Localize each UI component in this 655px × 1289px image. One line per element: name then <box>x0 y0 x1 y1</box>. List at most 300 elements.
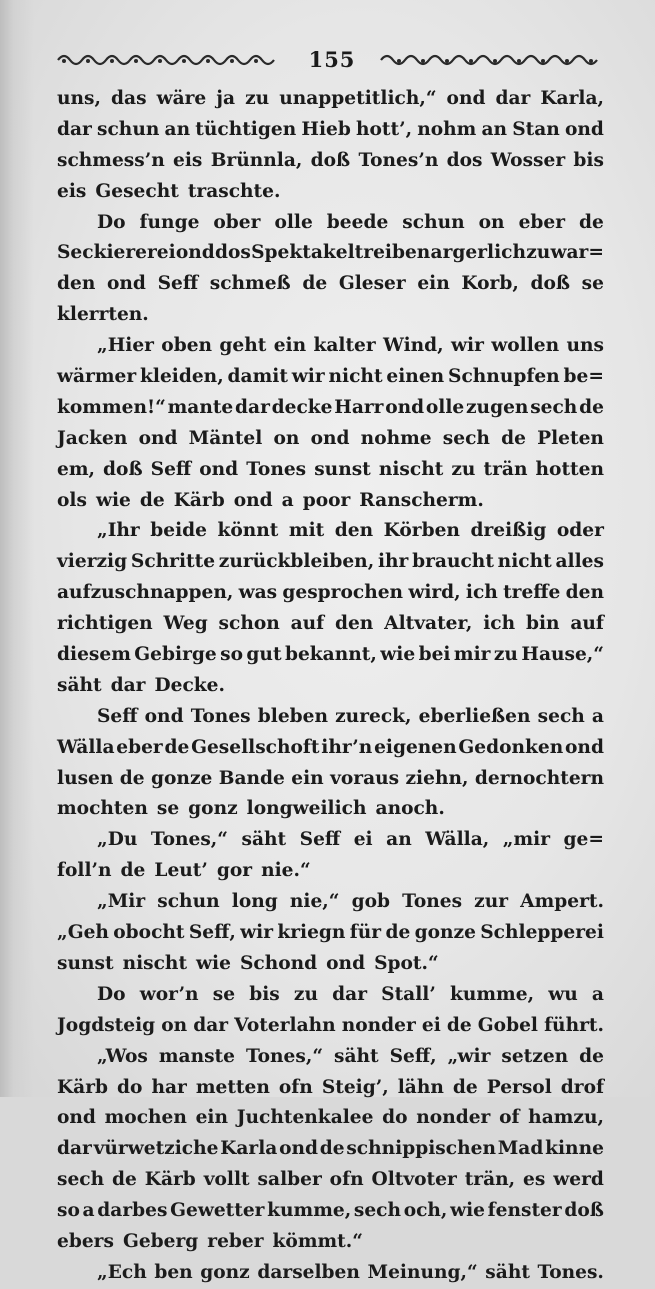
word: bis <box>573 149 604 171</box>
text-line <box>57 84 604 115</box>
text-line <box>57 146 604 177</box>
word: Schlepperei <box>480 922 604 944</box>
word: zugen <box>466 396 529 418</box>
word: zureck, <box>335 705 412 727</box>
word: geht <box>219 335 267 357</box>
word: eber <box>116 736 163 758</box>
word: har <box>151 1076 187 1098</box>
word: ond <box>144 705 184 727</box>
word: Gesellschoft <box>191 736 320 758</box>
word: das <box>111 88 147 109</box>
word: Tones <box>246 458 307 480</box>
word: fenster <box>487 1200 562 1222</box>
word: gonz <box>200 1261 250 1283</box>
word: Mäntel <box>188 427 263 449</box>
ornament-left-icon <box>58 52 283 66</box>
gutter-shadow <box>0 0 34 1097</box>
word: poor <box>302 489 351 511</box>
text-line <box>57 115 604 146</box>
text-line <box>57 733 604 764</box>
word: schun <box>97 118 160 140</box>
word: de <box>579 1045 604 1067</box>
word: ols <box>57 489 87 511</box>
word: wollen <box>491 335 560 357</box>
word: a <box>591 983 604 1005</box>
word: beide <box>150 520 207 542</box>
word: „wir <box>447 1045 491 1067</box>
word: „Hier <box>97 335 154 357</box>
word: och, <box>403 1200 448 1222</box>
word: Seckiererei <box>57 242 176 264</box>
word: mochen <box>104 1107 187 1129</box>
word: wärmer <box>57 366 137 388</box>
word: eis <box>57 180 87 202</box>
word: dos <box>215 242 251 264</box>
word: de <box>579 396 604 418</box>
word: ond <box>57 1107 96 1129</box>
word: bei <box>418 644 451 666</box>
word: se <box>581 273 604 295</box>
text-line <box>57 1227 604 1258</box>
text-line <box>57 702 604 733</box>
word: Jacken <box>57 427 128 449</box>
word: zu <box>493 644 518 666</box>
text-line <box>57 1165 604 1196</box>
word: werd <box>553 1169 604 1191</box>
word: olle <box>425 396 465 418</box>
word: ond <box>446 88 486 109</box>
text-line <box>57 177 604 208</box>
word: funge <box>139 211 200 233</box>
word: kleiden, <box>140 366 224 388</box>
word: Schnupfen <box>448 366 560 388</box>
word: on <box>161 1014 188 1036</box>
word: „Mir <box>97 891 146 913</box>
word: on <box>478 211 505 233</box>
word: Oltvoter <box>371 1169 457 1191</box>
word: Stall’ <box>381 983 436 1005</box>
word: ond <box>564 118 604 140</box>
word: de <box>120 860 146 882</box>
word: em, <box>57 458 95 480</box>
word: de <box>119 767 145 789</box>
word: gonz <box>188 798 238 820</box>
word: Kärb <box>57 1076 109 1098</box>
word: säht <box>485 1261 530 1283</box>
word: anoch. <box>375 798 445 820</box>
word: schun <box>402 211 465 233</box>
word: Harr <box>334 396 384 418</box>
word: nonder <box>416 1107 491 1129</box>
word: vürwetziche <box>93 1138 219 1160</box>
word: zu <box>245 88 270 109</box>
word: dernochtern <box>474 767 604 789</box>
word: dar <box>57 118 92 140</box>
word: do <box>117 1076 143 1098</box>
word: damit <box>227 366 288 388</box>
word: wir <box>240 922 274 944</box>
word: de <box>112 1169 137 1191</box>
word: Tones,“ <box>245 1045 324 1067</box>
word: gonze <box>414 922 476 944</box>
word: ond <box>233 489 273 511</box>
word: „mir <box>502 829 550 851</box>
word: unappetitlich,“ <box>279 88 437 109</box>
word: Spot.“ <box>374 952 439 974</box>
word: Do <box>97 983 126 1005</box>
word: doß <box>103 458 143 480</box>
word: Wind, <box>383 335 444 357</box>
word: dar <box>110 674 146 696</box>
word: Tones’n <box>358 149 439 171</box>
word: Steig’, <box>321 1076 389 1098</box>
word: Kärb <box>173 489 225 511</box>
word: für <box>349 922 382 944</box>
word: gesprochen <box>282 582 404 604</box>
word: a <box>281 489 294 511</box>
word: auf <box>570 613 604 635</box>
word: olle <box>274 211 313 233</box>
word: ein <box>417 273 450 295</box>
word: Seff, <box>389 1045 437 1067</box>
word: es <box>523 1169 546 1191</box>
word: Wälla, <box>425 829 490 851</box>
word: so <box>220 644 243 666</box>
word: beede <box>326 211 389 233</box>
word: ober <box>213 211 261 233</box>
word: „Wos <box>97 1045 148 1067</box>
word: ihr <box>377 551 409 573</box>
word: hotten <box>535 458 604 480</box>
text-line <box>57 300 604 331</box>
text-line <box>57 516 604 547</box>
word: on <box>273 427 300 449</box>
page-header <box>58 44 606 74</box>
word: eis <box>173 149 203 171</box>
word: reber <box>207 1230 264 1252</box>
word: Pleten <box>537 427 604 449</box>
word: nonder <box>341 1014 416 1036</box>
word: doß <box>310 149 351 171</box>
word: a <box>591 705 604 727</box>
word: kömmt.“ <box>272 1230 363 1252</box>
text-line <box>57 455 604 486</box>
word: be= <box>563 366 604 388</box>
word: Weg <box>163 613 208 635</box>
text-line <box>57 640 604 671</box>
word: dreißig <box>470 520 547 542</box>
word: ond <box>107 273 146 295</box>
word: zu <box>451 458 476 480</box>
word: Korb, <box>461 273 519 295</box>
word: „Geh <box>57 922 109 944</box>
word: so <box>57 1200 80 1222</box>
word: wu <box>548 983 578 1005</box>
word: de <box>302 273 328 295</box>
word: „Ech <box>97 1261 147 1283</box>
word: mit <box>288 520 325 542</box>
word: longweilich <box>246 798 367 820</box>
word: eber <box>518 211 566 233</box>
word: gob <box>351 891 390 913</box>
text-line <box>57 887 604 918</box>
text-line <box>57 1103 604 1134</box>
word: ofn <box>278 1076 313 1098</box>
word: zu <box>293 983 318 1005</box>
word: Schond <box>239 952 318 974</box>
word: auf <box>290 613 325 635</box>
word: dar <box>235 396 270 418</box>
word: den <box>57 273 96 295</box>
word: Juchtenkalee <box>236 1107 374 1129</box>
word: Schritte <box>130 551 216 573</box>
word: mochten <box>57 798 148 820</box>
word: se <box>212 983 236 1005</box>
word: an <box>386 829 412 851</box>
word: braucht <box>412 551 494 573</box>
word: de <box>319 1138 345 1160</box>
word: aufzuschnappen, <box>57 582 234 604</box>
word: salber <box>257 1169 322 1191</box>
word: dar <box>332 983 367 1005</box>
word: dar <box>193 1014 229 1036</box>
word: argerlich <box>430 242 526 264</box>
text-line <box>57 918 604 949</box>
word: den <box>565 582 604 604</box>
text-line <box>57 238 604 269</box>
word: schun <box>157 891 220 913</box>
text-line <box>57 609 604 640</box>
word: dar <box>57 1138 92 1160</box>
word: voraus <box>330 767 400 789</box>
word: Kärb <box>144 1169 196 1191</box>
word: treffe <box>503 582 561 604</box>
text-line <box>57 949 604 980</box>
word: de <box>446 1014 472 1036</box>
word: wie <box>380 644 416 666</box>
word: Tones,“ <box>150 829 228 851</box>
word: Leut’ <box>154 860 208 882</box>
word: schnippischen <box>346 1138 496 1160</box>
word: kalter <box>313 335 376 357</box>
word: of <box>499 1107 520 1129</box>
word: bekannt, <box>284 644 377 666</box>
text-line <box>57 980 604 1011</box>
word: alles <box>555 551 604 573</box>
word: wie <box>196 952 231 974</box>
word: ein <box>291 767 324 789</box>
text-line <box>57 486 604 517</box>
word: ond <box>310 427 350 449</box>
word: ein <box>195 1107 229 1129</box>
word: se <box>156 798 180 820</box>
word: Mad <box>497 1138 544 1160</box>
word: eigenen <box>374 736 457 758</box>
text-line <box>57 1042 604 1073</box>
word: könnt <box>217 520 279 542</box>
word: nie,“ <box>289 891 340 913</box>
word: nischt <box>378 458 444 480</box>
word: Gobel <box>477 1014 538 1036</box>
word: sunst <box>57 952 114 974</box>
word: Seff <box>150 458 192 480</box>
word: manste <box>158 1045 235 1067</box>
word: Hause,“ <box>521 644 604 666</box>
word: ich <box>483 613 516 635</box>
text-line <box>57 1011 604 1042</box>
word: do <box>382 1107 408 1129</box>
word: de <box>164 736 190 758</box>
word: zu <box>526 242 551 264</box>
word: an <box>481 118 508 140</box>
word: führt. <box>544 1014 604 1036</box>
text-line <box>57 1258 604 1289</box>
text-line <box>57 393 604 424</box>
word: oder <box>556 520 604 542</box>
word: sech <box>442 427 490 449</box>
word: ond <box>138 427 178 449</box>
word: sech <box>353 1200 402 1222</box>
body-text <box>57 84 604 1289</box>
word: nie.“ <box>261 860 311 882</box>
word: nicht <box>497 551 552 573</box>
word: ebers <box>57 1230 114 1252</box>
word: Decke. <box>154 674 225 696</box>
word: säht <box>333 1045 379 1067</box>
text-line <box>57 331 604 362</box>
word: uns <box>566 335 604 357</box>
word: nohm <box>417 118 477 140</box>
word: wir <box>291 366 325 388</box>
word: Gebirge <box>134 644 217 666</box>
word: Brünnla, <box>210 149 303 171</box>
ornament-right-icon <box>381 52 606 66</box>
word: gonze <box>151 767 213 789</box>
word: Ranscherm. <box>359 489 484 511</box>
word: Körben <box>383 520 460 542</box>
word: Karla <box>220 1138 278 1160</box>
word: Geberg <box>122 1230 199 1252</box>
word: lusen <box>57 767 114 789</box>
word: einen <box>386 366 445 388</box>
word: Jogdsteig <box>57 1014 156 1036</box>
word: a <box>82 1200 95 1222</box>
word: darbes <box>97 1200 168 1222</box>
text-line <box>57 362 604 393</box>
word: Gleser <box>338 273 406 295</box>
word: nohme <box>360 427 432 449</box>
word: sech <box>530 396 578 418</box>
text-line <box>57 794 604 825</box>
word: ben <box>154 1261 193 1283</box>
word: nischt <box>122 952 188 974</box>
word: metten <box>195 1076 270 1098</box>
text-line <box>57 1134 604 1165</box>
word: wird, <box>408 582 461 604</box>
text-line <box>57 856 604 887</box>
word: „Du <box>97 829 138 851</box>
word: trän, <box>464 1169 516 1191</box>
text-line <box>57 825 604 856</box>
word: Stan <box>512 118 560 140</box>
word: dar <box>495 88 531 109</box>
text-line <box>57 1196 604 1227</box>
word: was <box>238 582 278 604</box>
word: Tones <box>402 891 463 913</box>
word: de <box>452 1076 478 1098</box>
word: uns, <box>57 88 101 109</box>
word: doß <box>530 273 570 295</box>
word: Spektakeltreiben <box>251 242 431 264</box>
word: diesem <box>57 644 131 666</box>
word: obocht <box>113 922 185 944</box>
word: wor’n <box>139 983 199 1005</box>
word: ond <box>326 952 366 974</box>
word: de <box>579 211 604 233</box>
word: kriegn <box>277 922 346 944</box>
word: Tones. <box>537 1261 604 1283</box>
word: sech <box>537 705 585 727</box>
word: ond <box>565 736 604 758</box>
word: darselben <box>257 1261 360 1283</box>
word: war= <box>550 242 604 264</box>
word: Do <box>97 211 126 233</box>
word: kumme, <box>267 1200 352 1222</box>
word: den <box>334 613 374 635</box>
word: Seff <box>299 829 341 851</box>
word: wir <box>451 335 484 357</box>
word: wie <box>95 489 131 511</box>
word: gor <box>216 860 253 882</box>
word: Gewetter <box>170 1200 265 1222</box>
word: de <box>385 922 411 944</box>
word: ei <box>421 1014 441 1036</box>
word: decke <box>271 396 333 418</box>
word: de <box>139 489 165 511</box>
word: setzen <box>501 1045 569 1067</box>
word: Altvater, <box>384 613 473 635</box>
word: ja <box>216 88 236 109</box>
word: ofn <box>329 1169 364 1191</box>
text-line <box>57 1073 604 1104</box>
word: lähn <box>397 1076 444 1098</box>
word: de <box>501 427 526 449</box>
word: Tones <box>190 705 251 727</box>
word: mante <box>167 396 234 418</box>
word: bin <box>525 613 560 635</box>
word: den <box>334 520 374 542</box>
word: vierzig <box>57 551 128 573</box>
word: drof <box>560 1076 604 1098</box>
word: Seff <box>157 273 199 295</box>
word: wie <box>450 1200 485 1222</box>
word: Ampert. <box>520 891 604 913</box>
word: kumme, <box>449 983 535 1005</box>
word: bleben <box>257 705 328 727</box>
text-line <box>57 547 604 578</box>
word: ge= <box>563 829 604 851</box>
word: Meinung,“ <box>367 1261 478 1283</box>
word: bis <box>249 983 280 1005</box>
word: tüchtigen <box>195 118 297 140</box>
word: wäre <box>156 88 207 109</box>
word: Hieb <box>301 118 351 140</box>
word: ein <box>273 335 307 357</box>
word: klerrten. <box>57 304 149 326</box>
word: long <box>231 891 278 913</box>
text-line <box>57 671 604 702</box>
word: vollt <box>203 1169 250 1191</box>
